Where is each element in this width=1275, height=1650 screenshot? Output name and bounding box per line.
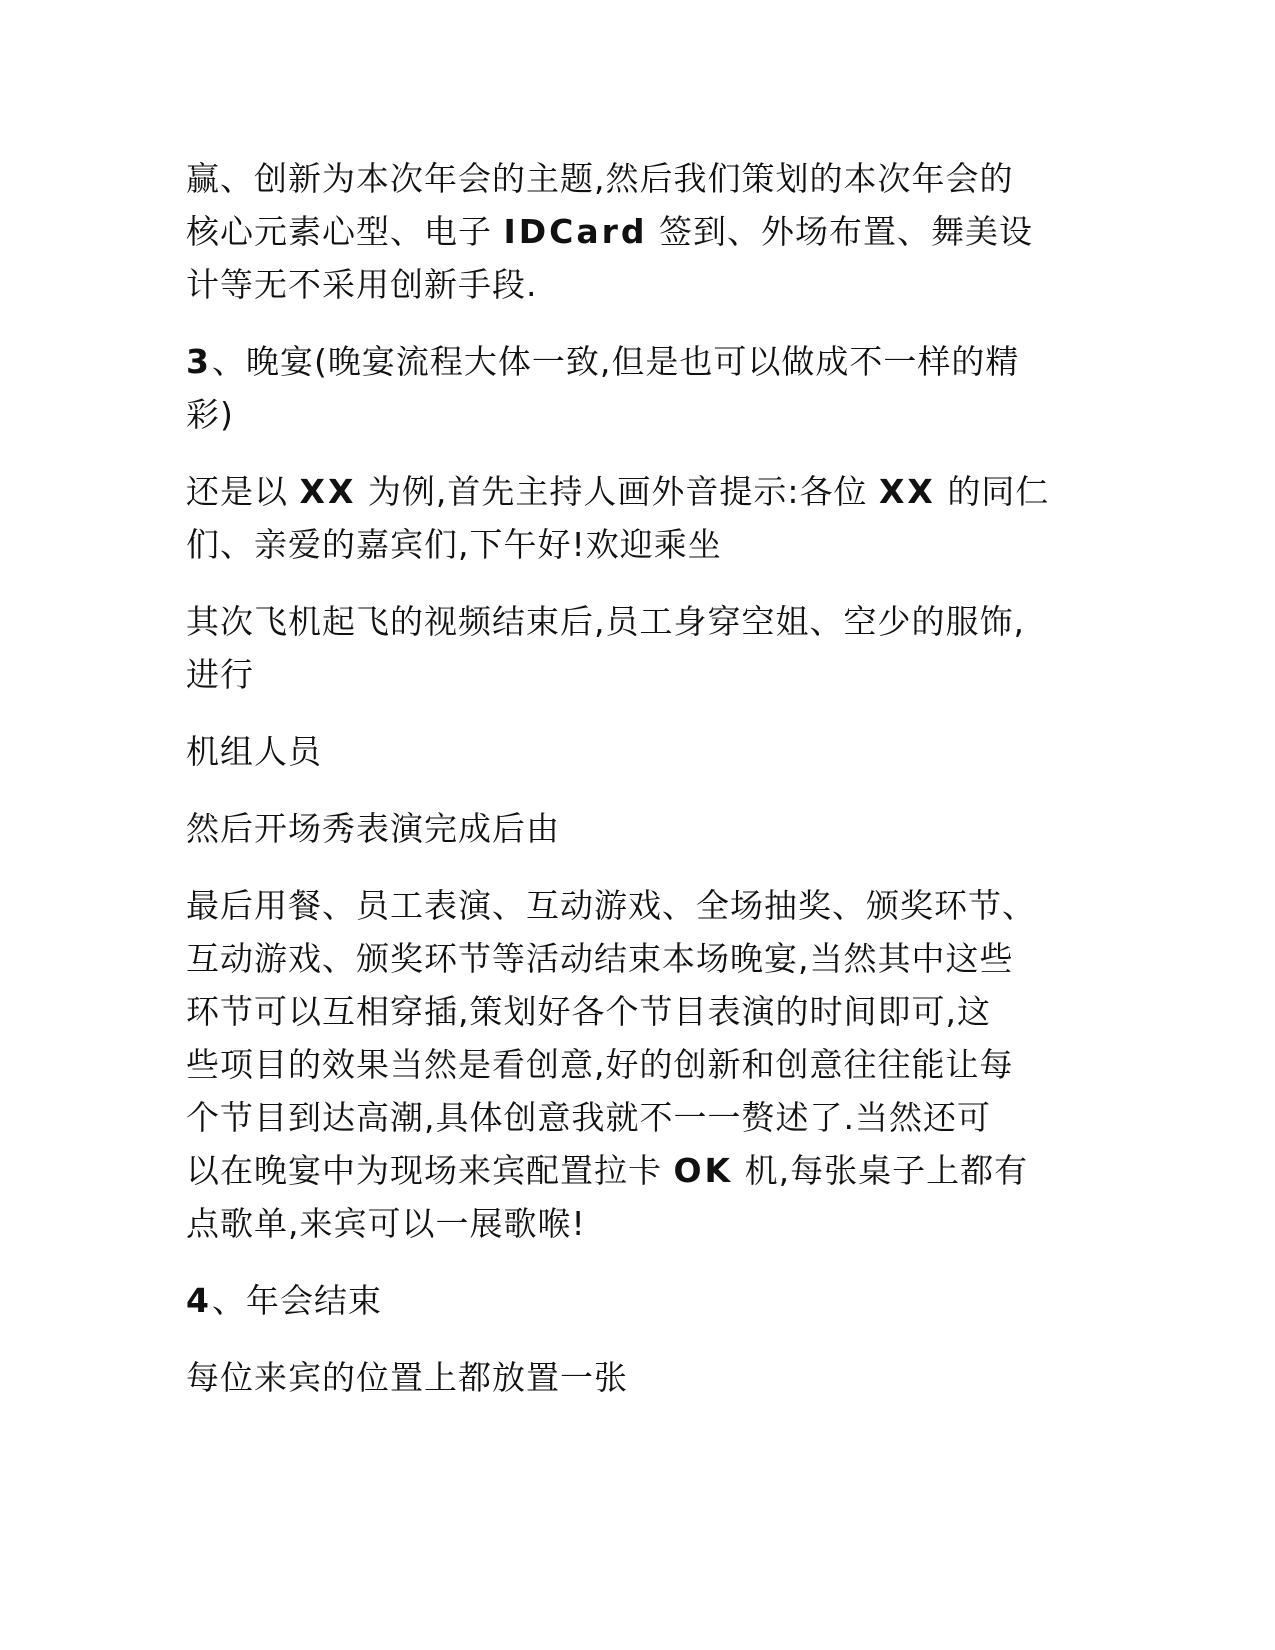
paragraph [186,725,1086,778]
text-line: 个节目到达高潮,具体创意我就不一一赘述了.当然还可 [186,1098,991,1137]
paragraph [186,1274,1086,1327]
paragraph [186,1351,1086,1404]
text-line: 最后用餐、员工表演、互动游戏、全场抽奖、颁奖环节、 [186,886,1036,925]
text-line: 们、亲爱的嘉宾们,下午好!欢迎乘坐 [186,525,722,564]
text-line: 赢、创新为本次年会的主题,然后我们策划的本次年会的 [186,159,1014,198]
text-line: 些项目的效果当然是看创意,好的创新和创意往往能让每 [186,1045,1014,1084]
text-line: 每位来宾的位置上都放置一张 [186,1358,628,1397]
paragraph [186,465,1086,571]
paragraph [186,152,1086,311]
text-line: 4、年会结束 [186,1281,382,1320]
text-line: 然后开场秀表演完成后由 [186,809,560,848]
bold-text: 3 [186,342,212,381]
text-line: 3、晚宴(晚宴流程大体一致,但是也可以做成不一样的精 [186,342,1020,381]
bold-text: OK [673,1151,734,1190]
paragraph [186,802,1086,855]
text-line: 核心元素心型、电子 IDCard 签到、外场布置、舞美设 [186,212,1034,251]
paragraph [186,335,1086,441]
bold-text: XX [299,472,357,511]
bold-text: 4 [186,1281,212,1320]
text-line: 进行 [186,655,254,694]
paragraph [186,595,1086,701]
paragraph [186,879,1086,1250]
text-line: 互动游戏、颁奖环节等活动结束本场晚宴,当然其中这些 [186,939,1014,978]
text-line: 点歌单,来宾可以一展歌喉! [186,1204,586,1243]
bold-text: XX [878,472,936,511]
document-body [186,152,1086,1428]
text-line: 其次飞机起飞的视频结束后,员工身穿空姐、空少的服饰, [186,602,1025,641]
bold-text: IDCard [503,212,648,251]
text-line: 还是以 XX 为例,首先主持人画外音提示:各位 XX 的同仁 [186,472,1050,511]
text-line: 以在晚宴中为现场来宾配置拉卡 OK 机,每张桌子上都有 [186,1151,1029,1190]
text-line: 彩) [186,395,234,434]
text-line: 计等无不采用创新手段. [186,265,538,304]
text-line: 环节可以互相穿插,策划好各个节目表演的时间即可,这 [186,992,991,1031]
text-line: 机组人员 [186,732,322,771]
